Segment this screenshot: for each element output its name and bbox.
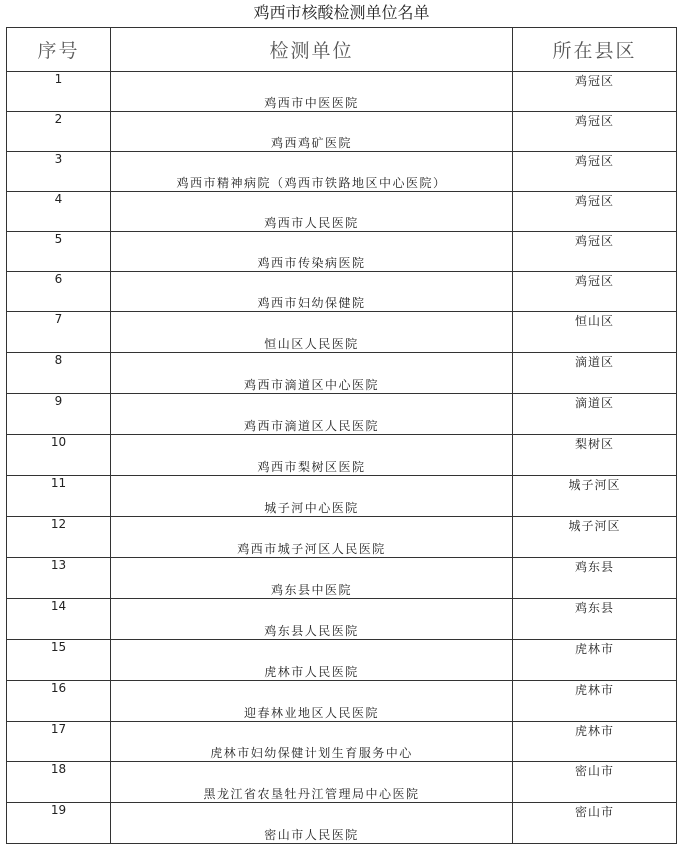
row-county: 鸡冠区 (513, 272, 677, 312)
row-unit: 鸡西市妇幼保健院 (111, 272, 513, 312)
row-unit: 城子河中心医院 (111, 476, 513, 517)
row-unit: 鸡西市人民医院 (111, 192, 513, 232)
row-county: 虎林市 (513, 722, 677, 762)
row-county: 鸡冠区 (513, 192, 677, 232)
row-unit: 鸡西市滴道区人民医院 (111, 394, 513, 435)
row-seq: 4 (7, 192, 111, 232)
row-seq: 6 (7, 272, 111, 312)
row-seq: 15 (7, 640, 111, 681)
row-seq: 13 (7, 558, 111, 599)
row-unit: 鸡西市滴道区中心医院 (111, 353, 513, 394)
row-unit: 鸡东县人民医院 (111, 599, 513, 640)
row-county: 鸡东县 (513, 599, 677, 640)
row-seq: 19 (7, 803, 111, 844)
row-county: 密山市 (513, 762, 677, 803)
row-seq: 7 (7, 312, 111, 353)
row-county: 鸡冠区 (513, 112, 677, 152)
header-unit: 检测单位 (111, 28, 513, 72)
row-unit: 密山市人民医院 (111, 803, 513, 844)
row-county: 城子河区 (513, 517, 677, 558)
row-seq: 11 (7, 476, 111, 517)
row-county: 城子河区 (513, 476, 677, 517)
table-row (7, 681, 677, 722)
table-row (7, 435, 677, 476)
table-header-row (7, 28, 677, 72)
row-unit: 鸡西市城子河区人民医院 (111, 517, 513, 558)
table-row (7, 312, 677, 353)
table-row (7, 722, 677, 762)
table-row (7, 192, 677, 232)
table-row (7, 353, 677, 394)
row-seq: 3 (7, 152, 111, 192)
table-row (7, 558, 677, 599)
row-seq: 5 (7, 232, 111, 272)
row-unit: 鸡西市传染病医院 (111, 232, 513, 272)
row-unit: 恒山区人民医院 (111, 312, 513, 353)
table-row (7, 640, 677, 681)
row-county: 鸡冠区 (513, 72, 677, 112)
row-seq: 9 (7, 394, 111, 435)
row-unit: 黑龙江省农垦牡丹江管理局中心医院 (111, 762, 513, 803)
row-county: 虎林市 (513, 681, 677, 722)
row-seq: 10 (7, 435, 111, 476)
row-seq: 14 (7, 599, 111, 640)
row-unit: 虎林市妇幼保健计划生育服务中心 (111, 722, 513, 762)
table-row (7, 152, 677, 192)
header-seq: 序号 (7, 28, 111, 72)
row-seq: 16 (7, 681, 111, 722)
table-row (7, 476, 677, 517)
row-county: 梨树区 (513, 435, 677, 476)
row-county: 鸡东县 (513, 558, 677, 599)
row-county: 鸡冠区 (513, 152, 677, 192)
row-county: 鸡冠区 (513, 232, 677, 272)
row-county: 恒山区 (513, 312, 677, 353)
row-seq: 18 (7, 762, 111, 803)
table-row (7, 762, 677, 803)
row-seq: 1 (7, 72, 111, 112)
row-unit: 鸡西鸡矿医院 (111, 112, 513, 152)
page-title: 鸡西市核酸检测单位名单 (253, 3, 430, 22)
row-county: 密山市 (513, 803, 677, 844)
header-county: 所在县区 (513, 28, 677, 72)
row-unit: 虎林市人民医院 (111, 640, 513, 681)
testing-units-table (6, 27, 677, 844)
table-row (7, 112, 677, 152)
row-unit: 鸡东县中医院 (111, 558, 513, 599)
table-row (7, 517, 677, 558)
row-seq: 2 (7, 112, 111, 152)
table-row (7, 72, 677, 112)
row-unit: 鸡西市精神病院（鸡西市铁路地区中心医院） (111, 152, 513, 192)
row-unit: 鸡西市梨树区医院 (111, 435, 513, 476)
row-county: 虎林市 (513, 640, 677, 681)
row-county: 滴道区 (513, 394, 677, 435)
row-seq: 17 (7, 722, 111, 762)
row-seq: 8 (7, 353, 111, 394)
row-unit: 鸡西市中医医院 (111, 72, 513, 112)
row-seq: 12 (7, 517, 111, 558)
table-row (7, 394, 677, 435)
table-row (7, 599, 677, 640)
row-unit: 迎春林业地区人民医院 (111, 681, 513, 722)
table-row (7, 272, 677, 312)
table-row (7, 803, 677, 844)
table-row (7, 232, 677, 272)
row-county: 滴道区 (513, 353, 677, 394)
